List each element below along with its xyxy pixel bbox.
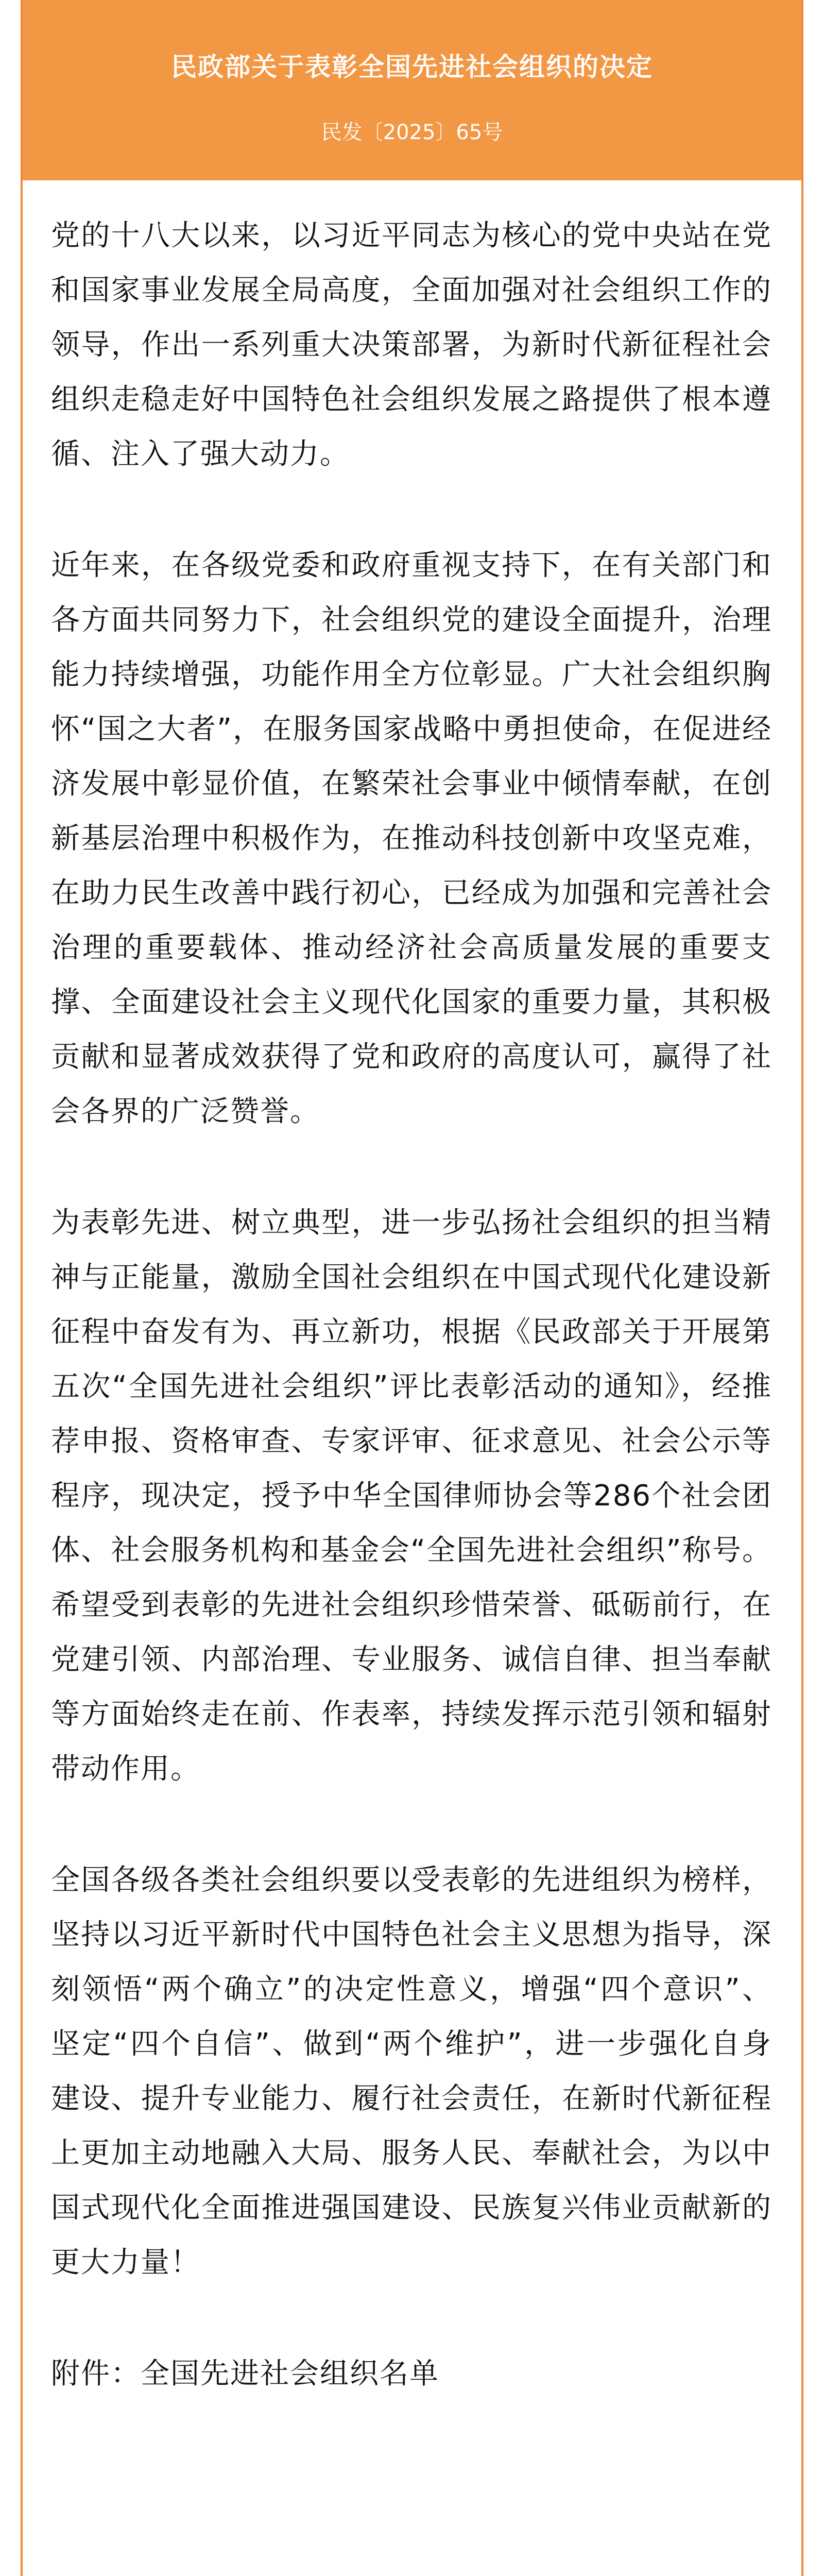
body-paragraph-2: 近年来，在各级党委和政府重视支持下，在有关部门和各方面共同努力下，社会组织党的建设全面提升，治理能力持续增强，功能作用全方位彰显。广大社会组织胸怀“国之大者”，在服务国家战略中勇担使命，在促进经济发展中彰显价值，在繁荣社会事业中倾情奉献，在创新基层治理中积极作为，在推动科技创新中攻坚克难，在助力民生改善中践行初心，已经成为加强和完善社会治理的重要载体、推动经济社会高质量发展的重要支撑、全面建设社会主义现代化国家的重要力量，其积极贡献和显著成效获得了党和政府的高度认可，赢得了社会各界的广泛赞誉。 — [51, 549, 772, 1128]
body-paragraph-4: 全国各级各类社会组织要以受表彰的先进组织为榜样，坚持以习近平新时代中国特色社会主义思想为指导，深刻领悟“两个确立”的决定性意义，增强“四个意识”、坚定“四个自信”、做到“两个维护”，进一步强化自身建设、提升专业能力、履行社会责任，在新时代新征程上更加主动地融入大局、服务人民、奉献社会，为以中国式现代化全面推进强国建设、民族复兴伟业贡献新的更大力量！ — [51, 1863, 772, 2279]
document-frame — [21, 0, 803, 2576]
document-body — [51, 209, 772, 2401]
body-paragraph-3: 为表彰先进、树立典型，进一步弘扬社会组织的担当精神与正能量，激励全国社会组织在中国式现代化建设新征程中奋发有为、再立新功，根据《民政部关于开展第五次“全国先进社会组织”评比表彰活动的通知》，经推荐申报、资格审查、专家评审、征求意见、社会公示等程序，现决定，授予中华全国律师协会等286个社会团体、社会服务机构和基金会“全国先进社会组织”称号。希望受到表彰的先进社会组织珍惜荣誉、砥砺前行，在党建引领、内部治理、专业服务、诚信自律、担当奉献等方面始终走在前、作表率，持续发挥示范引领和辐射带动作用。 — [51, 1206, 772, 1786]
document-header — [23, 0, 801, 180]
attachment-line: 附件：全国先进社会组织名单 — [51, 2357, 439, 2391]
document-number: 民发〔2025〕65号 — [321, 121, 503, 144]
document-title: 民政部关于表彰全国先进社会组织的决定 — [171, 52, 653, 82]
body-paragraph-1: 党的十八大以来，以习近平同志为核心的党中央站在党和国家事业发展全局高度，全面加强对社会组织工作的领导，作出一系列重大决策部署，为新时代新征程社会组织走稳走好中国特色社会组织发展之路提供了根本遵循、注入了强大动力。 — [51, 219, 772, 471]
